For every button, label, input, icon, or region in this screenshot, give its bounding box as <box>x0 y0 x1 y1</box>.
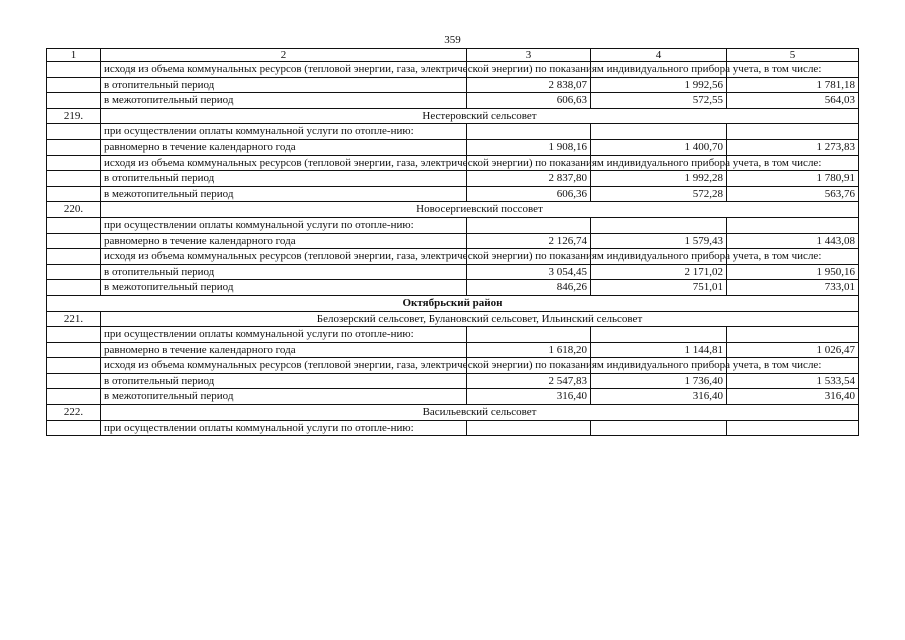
table-row <box>47 186 859 202</box>
table-header-row <box>47 49 859 62</box>
value-col-5: 1 026,47 <box>727 342 859 358</box>
settlement-name: Васильевский сельсовет <box>101 405 859 421</box>
value-col-5: 316,40 <box>727 389 859 405</box>
value-col-3: 2 837,80 <box>467 171 591 187</box>
value-col-4: 751,01 <box>591 280 727 296</box>
table-row <box>47 264 859 280</box>
value-col-3: 846,26 <box>467 280 591 296</box>
value-col-3 <box>467 327 591 343</box>
value-col-5: 1 950,16 <box>727 264 859 280</box>
settlement-name: Новосергиевский поссовет <box>101 202 859 218</box>
row-description: исходя из объема коммунальных ресурсов (тепловой энергии, газа, электрической энергии) по показаниям индивидуального прибора учета, в том числе: <box>101 249 467 265</box>
row-number <box>47 62 101 78</box>
district-row <box>47 295 859 311</box>
table-row <box>47 249 859 265</box>
row-number <box>47 217 101 233</box>
value-col-3: 2 126,74 <box>467 233 591 249</box>
table-row <box>47 124 859 140</box>
value-col-3: 1 908,16 <box>467 139 591 155</box>
value-col-4: 1 579,43 <box>591 233 727 249</box>
value-col-4: 1 992,28 <box>591 171 727 187</box>
row-number: 220. <box>47 202 101 218</box>
district-name: Октябрьский район <box>47 295 859 311</box>
table-row <box>47 233 859 249</box>
row-description: при осуществлении оплаты коммунальной услуги по отопле-нию: <box>101 124 467 140</box>
value-col-3 <box>467 124 591 140</box>
row-number <box>47 358 101 374</box>
value-col-4 <box>591 124 727 140</box>
row-description: в отопительный период <box>101 77 467 93</box>
settlement-row <box>47 202 859 218</box>
value-col-4: 1 736,40 <box>591 373 727 389</box>
value-col-5: 564,03 <box>727 93 859 109</box>
table-row <box>47 420 859 436</box>
table-row <box>47 280 859 296</box>
row-description: в межотопительный период <box>101 280 467 296</box>
table-row <box>47 342 859 358</box>
table-row <box>47 139 859 155</box>
value-col-4: 1 400,70 <box>591 139 727 155</box>
value-col-3: 3 054,45 <box>467 264 591 280</box>
column-header: 1 <box>47 49 101 62</box>
row-description: при осуществлении оплаты коммунальной услуги по отопле-нию: <box>101 420 467 436</box>
value-col-4: 1 992,56 <box>591 77 727 93</box>
value-col-5: 1 273,83 <box>727 139 859 155</box>
value-col-3 <box>467 420 591 436</box>
row-number <box>47 186 101 202</box>
column-header: 4 <box>591 49 727 62</box>
column-header: 3 <box>467 49 591 62</box>
settlement-name: Нестеровский сельсовет <box>101 108 859 124</box>
table-row <box>47 327 859 343</box>
row-number: 219. <box>47 108 101 124</box>
value-col-3: 316,40 <box>467 389 591 405</box>
table-row <box>47 389 859 405</box>
table-row <box>47 77 859 93</box>
value-col-3: 606,36 <box>467 186 591 202</box>
column-header: 5 <box>727 49 859 62</box>
value-col-5: 1 533,54 <box>727 373 859 389</box>
value-col-5 <box>727 124 859 140</box>
row-number <box>47 373 101 389</box>
value-col-3: 1 618,20 <box>467 342 591 358</box>
row-number: 222. <box>47 405 101 421</box>
row-number <box>47 327 101 343</box>
value-col-3: 2 547,83 <box>467 373 591 389</box>
column-header: 2 <box>101 49 467 62</box>
row-number <box>47 280 101 296</box>
row-number <box>47 249 101 265</box>
value-col-4: 316,40 <box>591 389 727 405</box>
row-description: в межотопительный период <box>101 389 467 405</box>
table-row <box>47 93 859 109</box>
value-col-5: 733,01 <box>727 280 859 296</box>
value-col-4: 572,28 <box>591 186 727 202</box>
row-number <box>47 171 101 187</box>
table-row <box>47 62 859 78</box>
page-number: 359 <box>444 34 461 46</box>
value-col-4 <box>591 420 727 436</box>
value-col-4 <box>591 327 727 343</box>
row-number <box>47 389 101 405</box>
row-description: в отопительный период <box>101 171 467 187</box>
value-col-4: 1 144,81 <box>591 342 727 358</box>
row-description: исходя из объема коммунальных ресурсов (тепловой энергии, газа, электрической энергии) по показаниям индивидуального прибора учета, в том числе: <box>101 358 467 374</box>
row-number <box>47 264 101 280</box>
row-description: исходя из объема коммунальных ресурсов (тепловой энергии, газа, электрической энергии) по показаниям индивидуального прибора учета, в том числе: <box>101 62 467 78</box>
row-description: в отопительный период <box>101 264 467 280</box>
settlement-row <box>47 108 859 124</box>
table-row <box>47 155 859 171</box>
row-description: при осуществлении оплаты коммунальной услуги по отопле-нию: <box>101 327 467 343</box>
value-col-5: 1 443,08 <box>727 233 859 249</box>
value-col-3: 606,63 <box>467 93 591 109</box>
value-col-5: 563,76 <box>727 186 859 202</box>
value-col-4 <box>591 217 727 233</box>
row-description: равномерно в течение календарного года <box>101 139 467 155</box>
value-col-3: 2 838,07 <box>467 77 591 93</box>
row-number: 221. <box>47 311 101 327</box>
row-number <box>47 77 101 93</box>
value-col-4: 572,55 <box>591 93 727 109</box>
table-row <box>47 217 859 233</box>
row-description: в межотопительный период <box>101 186 467 202</box>
row-description: при осуществлении оплаты коммунальной услуги по отопле-нию: <box>101 217 467 233</box>
settlement-row <box>47 405 859 421</box>
row-description: равномерно в течение календарного года <box>101 342 467 358</box>
value-col-4: 2 171,02 <box>591 264 727 280</box>
row-number <box>47 139 101 155</box>
row-number <box>47 233 101 249</box>
tariff-table <box>46 48 859 436</box>
value-col-5: 1 780,91 <box>727 171 859 187</box>
value-col-5 <box>727 327 859 343</box>
value-col-5 <box>727 217 859 233</box>
row-description: в отопительный период <box>101 373 467 389</box>
row-description: равномерно в течение календарного года <box>101 233 467 249</box>
table-row <box>47 171 859 187</box>
value-col-3 <box>467 217 591 233</box>
row-number <box>47 93 101 109</box>
value-col-5 <box>727 420 859 436</box>
row-number <box>47 420 101 436</box>
row-number <box>47 124 101 140</box>
row-description: в межотопительный период <box>101 93 467 109</box>
table-row <box>47 373 859 389</box>
row-number <box>47 342 101 358</box>
settlement-row <box>47 311 859 327</box>
row-description: исходя из объема коммунальных ресурсов (тепловой энергии, газа, электрической энергии) по показаниям индивидуального прибора учета, в том числе: <box>101 155 467 171</box>
value-col-5: 1 781,18 <box>727 77 859 93</box>
row-number <box>47 155 101 171</box>
table-row <box>47 358 859 374</box>
settlement-name: Белозерский сельсовет, Булановский сельсовет, Ильинский сельсовет <box>101 311 859 327</box>
